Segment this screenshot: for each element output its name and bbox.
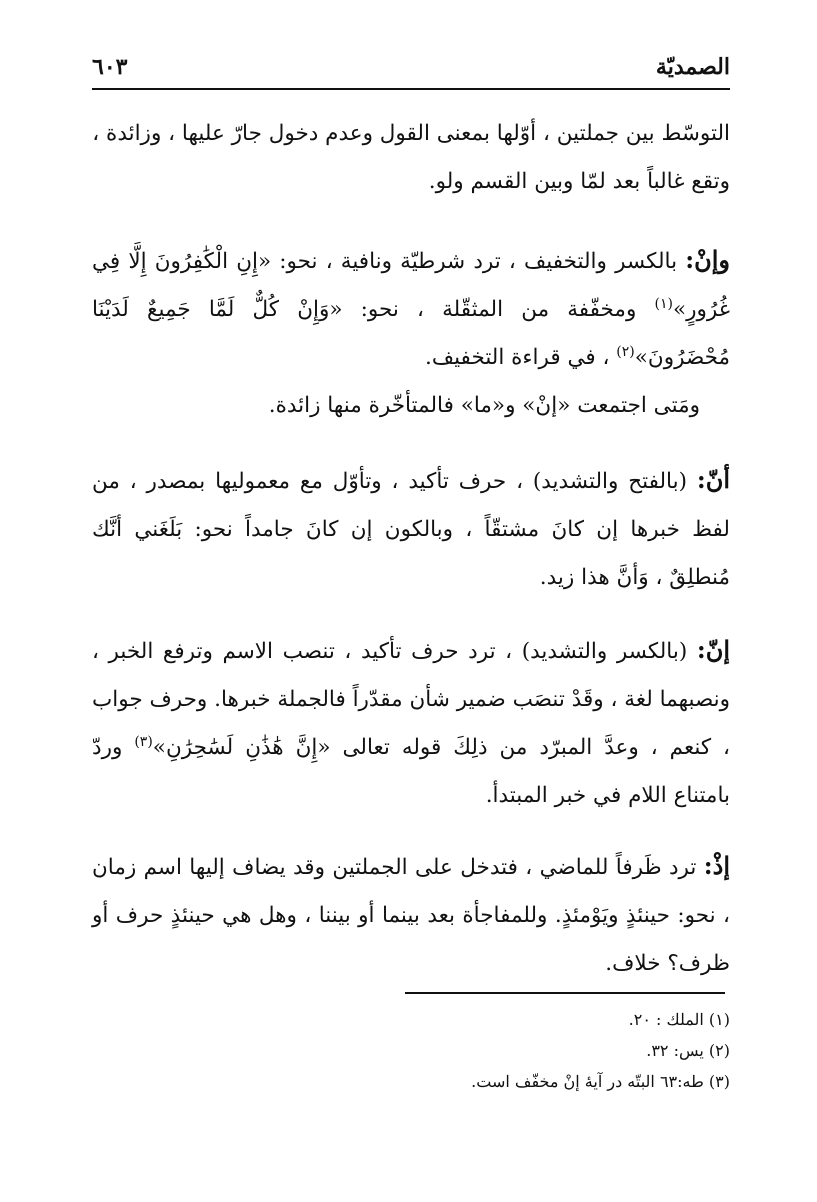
footnote: (٢) يس: ٣٢. bbox=[646, 1041, 730, 1060]
entry-term: أنّ: bbox=[696, 465, 730, 494]
footnote: (١) الملك : ٢٠. bbox=[628, 1010, 730, 1029]
entry-text: ، في قراءة التخفيف. bbox=[424, 345, 617, 370]
entry-note: ومَتى اجتمعت «إنْ» و«ما» فالمتأخّرة منها زائدة. bbox=[268, 393, 700, 418]
entry-text: وردّ بامتناع اللام في خبر المبتدأ. bbox=[92, 735, 730, 808]
entry-inna bbox=[92, 626, 730, 820]
entry-body bbox=[92, 236, 730, 382]
footnote-ref: (١) bbox=[654, 295, 673, 312]
entry-idh bbox=[92, 842, 730, 988]
footnote: (٣) طه:٦٣ البتّه در آيهٔ إنْ مخفّف است. bbox=[471, 1072, 730, 1091]
entry-term: إنّ: bbox=[696, 635, 730, 664]
entry-text: (بالفتح والتشديد) ، حرف تأكيد ، وتأوّل مع معموليها بمصدر ، من لفظ خبرها إن كانَ مشتقّاً ، وبالكون إن كانَ جامداً نحو: بَلَغَني أنَّك مُنطلِقٌ ، وَأنَّ هذا زيد. bbox=[92, 469, 730, 590]
footnotes bbox=[92, 1004, 730, 1097]
page-header bbox=[92, 52, 730, 88]
entry-term: وإنْ: bbox=[685, 245, 730, 274]
entry-anna bbox=[92, 456, 730, 602]
text-line: التوسّط بين جملتين ، أوّلها بمعنى القول وعدم دخول جارّ عليها ، وزائدة ، bbox=[92, 121, 730, 146]
footnote-ref: (٣) bbox=[134, 733, 153, 750]
entry-text: بالكسر والتخفيف ، ترد شرطيّة ونافية ، نحو: «إِنِ الْكَٰفِرُونَ إِلَّا فِي غُرُورٍ» bbox=[92, 249, 730, 322]
page-number: ٦٠٣ bbox=[92, 54, 128, 80]
entry-body bbox=[92, 842, 730, 988]
entry-body bbox=[92, 626, 730, 820]
header-rule bbox=[92, 88, 730, 90]
entry-text: ومخفّفة من المثقّلة ، نحو: «وَإِنْ كُلٌّ لَمَّا جَمِيعٌ لَدَيْنَا مُحْضَرُونَ» bbox=[92, 297, 730, 370]
running-title: الصمديّة bbox=[655, 54, 730, 80]
footnote-ref: (٢) bbox=[616, 343, 635, 360]
entry-in-light bbox=[92, 236, 730, 430]
entry-text: ترد ظَرفاً للماضي ، فتدخل على الجملتين وقد يضاف إليها اسم زمان ، نحو: حينئذٍ ويَوْمئذٍ. وللمفاجأة بعد بينما أو بيننا ، وهل هي حينئذٍ حرف أو ظرف؟ خلاف. bbox=[92, 855, 730, 976]
text-line: وتقع غالباً بعد لمّا وبين القسم ولو. bbox=[428, 169, 730, 194]
paragraph-continuation bbox=[92, 110, 730, 206]
footnote-rule bbox=[405, 992, 725, 994]
entry-text: (بالكسر والتشديد) ، ترد حرف تأكيد ، تنصب الاسم وترفع الخبر ، ونصبهما لغة ، وقَدْ تنصَب ضمير شأن مقدّراً فالجملة خبرها. وحرف جواب ، كنعم ، وعدَّ المبرّد من ذلِكَ قوله تعالى «إِنَّ هَٰذَٰنِ لَسَٰحِرَٰنِ» bbox=[92, 639, 730, 760]
entry-term: إذْ: bbox=[703, 851, 730, 880]
entry-body bbox=[92, 456, 730, 602]
